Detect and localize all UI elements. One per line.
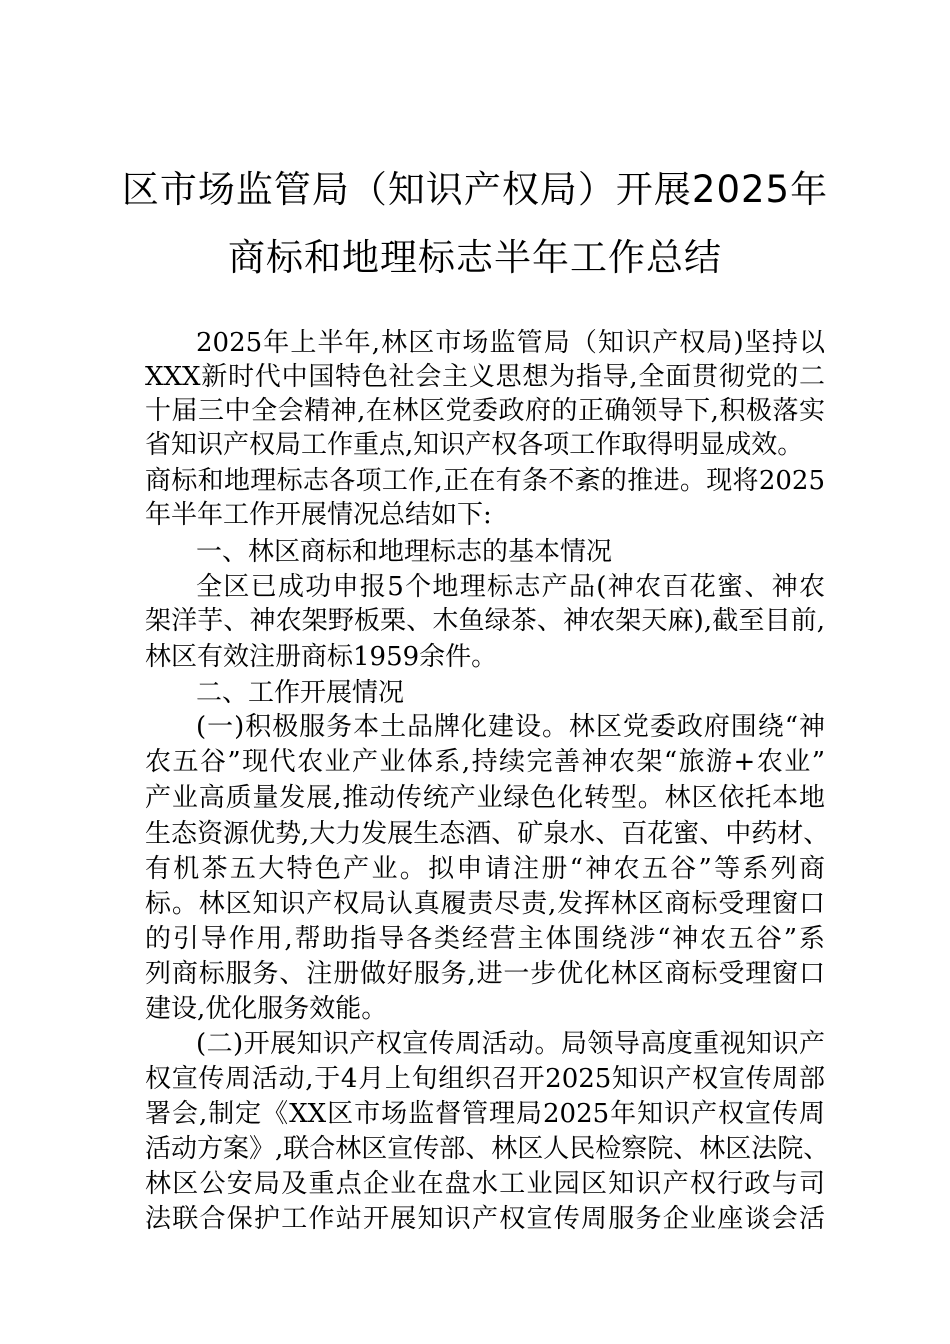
body-text-line: 标。林区知识产权局认真履责尽责,发挥林区商标受理窗口 [145, 889, 825, 919]
body-text-line: 年半年工作开展情况总结如下: [145, 500, 492, 530]
body-text-line: 署会,制定《XX区市场监督管理局2025年知识产权宣传周 [145, 1099, 825, 1129]
body-text-line: 省知识产权局工作重点,知识产权各项工作取得明显成效。 [145, 430, 804, 460]
body-text-line: 林区公安局及重点企业在盘水工业园区知识产权行政与司 [145, 1169, 825, 1199]
body-text-line: 产业高质量发展,推动传统产业绿色化转型。林区依托本地 [145, 783, 825, 813]
body-text-line: 建设,优化服务效能。 [145, 994, 388, 1024]
body-text-line: 2025年上半年,林区市场监管局（知识产权局)坚持以 [196, 328, 825, 358]
body-text-line: 的引导作用,帮助指导各类经营主体围绕涉“神农五谷”系 [145, 924, 825, 954]
body-text-line: 农五谷”现代农业产业体系,持续完善神农架“旅游+农业” [145, 747, 825, 777]
body-text-line: 全区已成功申报5个地理标志产品(神农百花蜜、神农 [196, 572, 825, 602]
body-text-line: 列商标服务、注册做好服务,进一步优化林区商标受理窗口 [145, 959, 825, 989]
body-text-line: 架洋芋、神农架野板栗、木鱼绿茶、神农架天麻),截至目前, [145, 606, 825, 636]
section-heading: 一、林区商标和地理标志的基本情况 [196, 537, 613, 567]
body-text-line: (一)积极服务本土品牌化建设。林区党委政府围绕“神 [196, 712, 825, 742]
body-text-line: 活动方案》,联合林区宣传部、林区人民检察院、林区法院、 [145, 1134, 830, 1164]
document-title-line-2: 商标和地理标志半年工作总结 [228, 236, 722, 279]
body-text-line: XXX新时代中国特色社会主义思想为指导,全面贯彻党的二 [145, 362, 825, 392]
section-heading: 二、工作开展情况 [196, 678, 405, 708]
body-text-line: 法联合保护工作站开展知识产权宣传周服务企业座谈会活 [145, 1204, 825, 1234]
body-text-line: 生态资源优势,大力发展生态酒、矿泉水、百花蜜、中药材、 [145, 819, 830, 849]
document-title-line-1: 区市场监管局（知识产权局）开展2025年 [121, 168, 829, 211]
body-text-line: 有机茶五大特色产业。拟申请注册“神农五谷”等系列商 [145, 854, 825, 884]
body-text-line: 权宣传周活动,于4月上旬组织召开2025知识产权宣传周部 [145, 1064, 825, 1094]
body-text-line: 林区有效注册商标1959余件。 [145, 642, 498, 672]
body-text-line: 十届三中全会精神,在林区党委政府的正确领导下,积极落实 [145, 396, 825, 426]
body-text-line: 商标和地理标志各项工作,正在有条不紊的推进。现将2025 [145, 466, 825, 496]
body-text-line: (二)开展知识产权宣传周活动。局领导高度重视知识产 [196, 1029, 825, 1059]
